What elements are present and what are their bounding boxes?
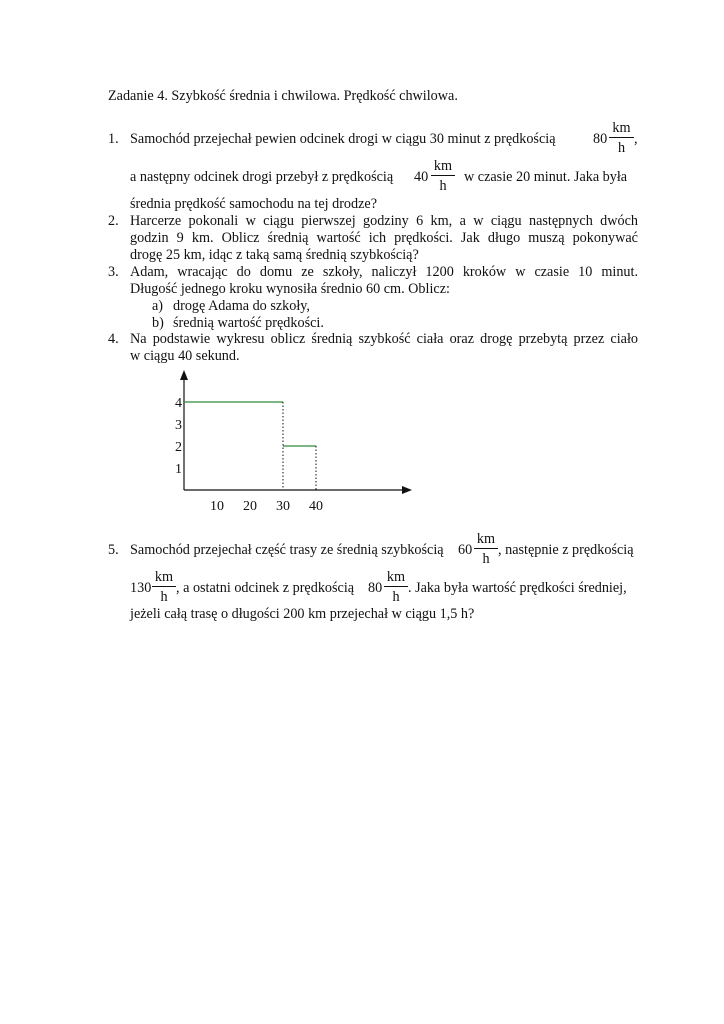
problem-3-subitem-a-text: drogę Adama do szkoły,	[173, 298, 310, 314]
x-tick-label-40: 40	[309, 499, 323, 514]
problem-5-unit-1: $\frac{km}{h}$	[474, 532, 498, 566]
problem-4-line-2: w ciągu 40 sekund.	[130, 348, 240, 364]
x-tick-label-20: 20	[243, 499, 257, 514]
y-tick-label-1: 1	[175, 462, 182, 477]
problem-1-unit-2: $\frac{km}{h}$	[431, 159, 455, 193]
problem-2-line-3: drogę 25 km, idąc z taką samą średnią szybkością?	[130, 247, 419, 263]
problem-1-unit-1: $\frac{km}{h}$	[609, 121, 634, 155]
problem-3-subitem-b-text: średnią wartość prędkości.	[173, 315, 324, 331]
y-tick-label-2: 2	[175, 440, 182, 455]
problem-3-line-2: Długość jednego kroku wynosiła średnio 60 cm. Oblicz:	[130, 281, 450, 297]
problem-1-line-2-post: w czasie 20 minut. Jaka była	[464, 169, 628, 185]
problem-3-subitem-a-label: a)	[152, 298, 164, 314]
problem-5-speed-2: 130	[130, 580, 152, 596]
problem-5-unit-3: $\frac{km}{h}$	[384, 570, 408, 604]
x-tick-label-30: 30	[276, 499, 290, 514]
problem-5-line-2-post: . Jaka była wartość prędkości średniej,	[408, 580, 627, 596]
x-tick-label-10: 10	[210, 499, 224, 514]
x-axis-arrow	[402, 486, 412, 494]
speed-time-chart	[160, 362, 420, 522]
problem-3-subitem-b-label: b)	[152, 315, 164, 331]
problem-5-unit-2: $\frac{km}{h}$	[152, 570, 176, 604]
problem-4-number: 4.	[108, 331, 119, 347]
problem-5-line-3: jeżeli całą trasę o długości 200 km przejechał w ciągu 1,5 h?	[130, 606, 475, 622]
problem-1-line-3: średnia prędkość samochodu na tej drodze?	[130, 196, 378, 212]
page-title: Zadanie 4. Szybkość średnia i chwilowa. Prędkość chwilowa.	[108, 88, 458, 104]
problem-5-number: 5.	[108, 542, 119, 558]
problem-2-line-2: godzin 9 km. Oblicz średnią wartość ich prędkości. Jak długo muszą pokonywać	[130, 230, 638, 246]
problem-5-line-2-mid: , a ostatni odcinek z prędkością	[176, 580, 355, 596]
problem-3-number: 3.	[108, 264, 119, 280]
problem-1-line-2-pre: a następny odcinek drogi przebył z prędkością	[130, 169, 394, 185]
problem-1-line-1: Samochód przejechał pewien odcinek drogi w ciągu 30 minut z prędkością	[130, 131, 556, 147]
problem-5-line-1-post: , następnie z prędkością	[498, 542, 634, 558]
y-axis-arrow	[180, 370, 188, 380]
problem-1-number: 1.	[108, 131, 119, 147]
y-tick-label-3: 3	[175, 418, 182, 433]
problem-3-line-1: Adam, wracając do domu ze szkoły, naliczył 1200 kroków w czasie 10 minut.	[130, 264, 638, 280]
problem-1-comma: ,	[634, 131, 638, 147]
problem-1-speed-1: 80	[593, 131, 608, 147]
problem-2-number: 2.	[108, 213, 119, 229]
problem-5-line-1: Samochód przejechał część trasy ze średnią szybkością	[130, 542, 444, 558]
problem-1-speed-2: 40	[414, 169, 429, 185]
problem-4-line-1: Na podstawie wykresu oblicz średnią szybkość ciała oraz drogę przebytą przez ciało	[130, 331, 638, 347]
problem-2-line-1: Harcerze pokonali w ciągu pierwszej godziny 6 km, a w ciągu następnych dwóch	[130, 213, 638, 229]
problem-5-speed-3: 80	[368, 580, 383, 596]
y-tick-label-4: 4	[175, 396, 182, 411]
problem-5-speed-1: 60	[458, 542, 473, 558]
